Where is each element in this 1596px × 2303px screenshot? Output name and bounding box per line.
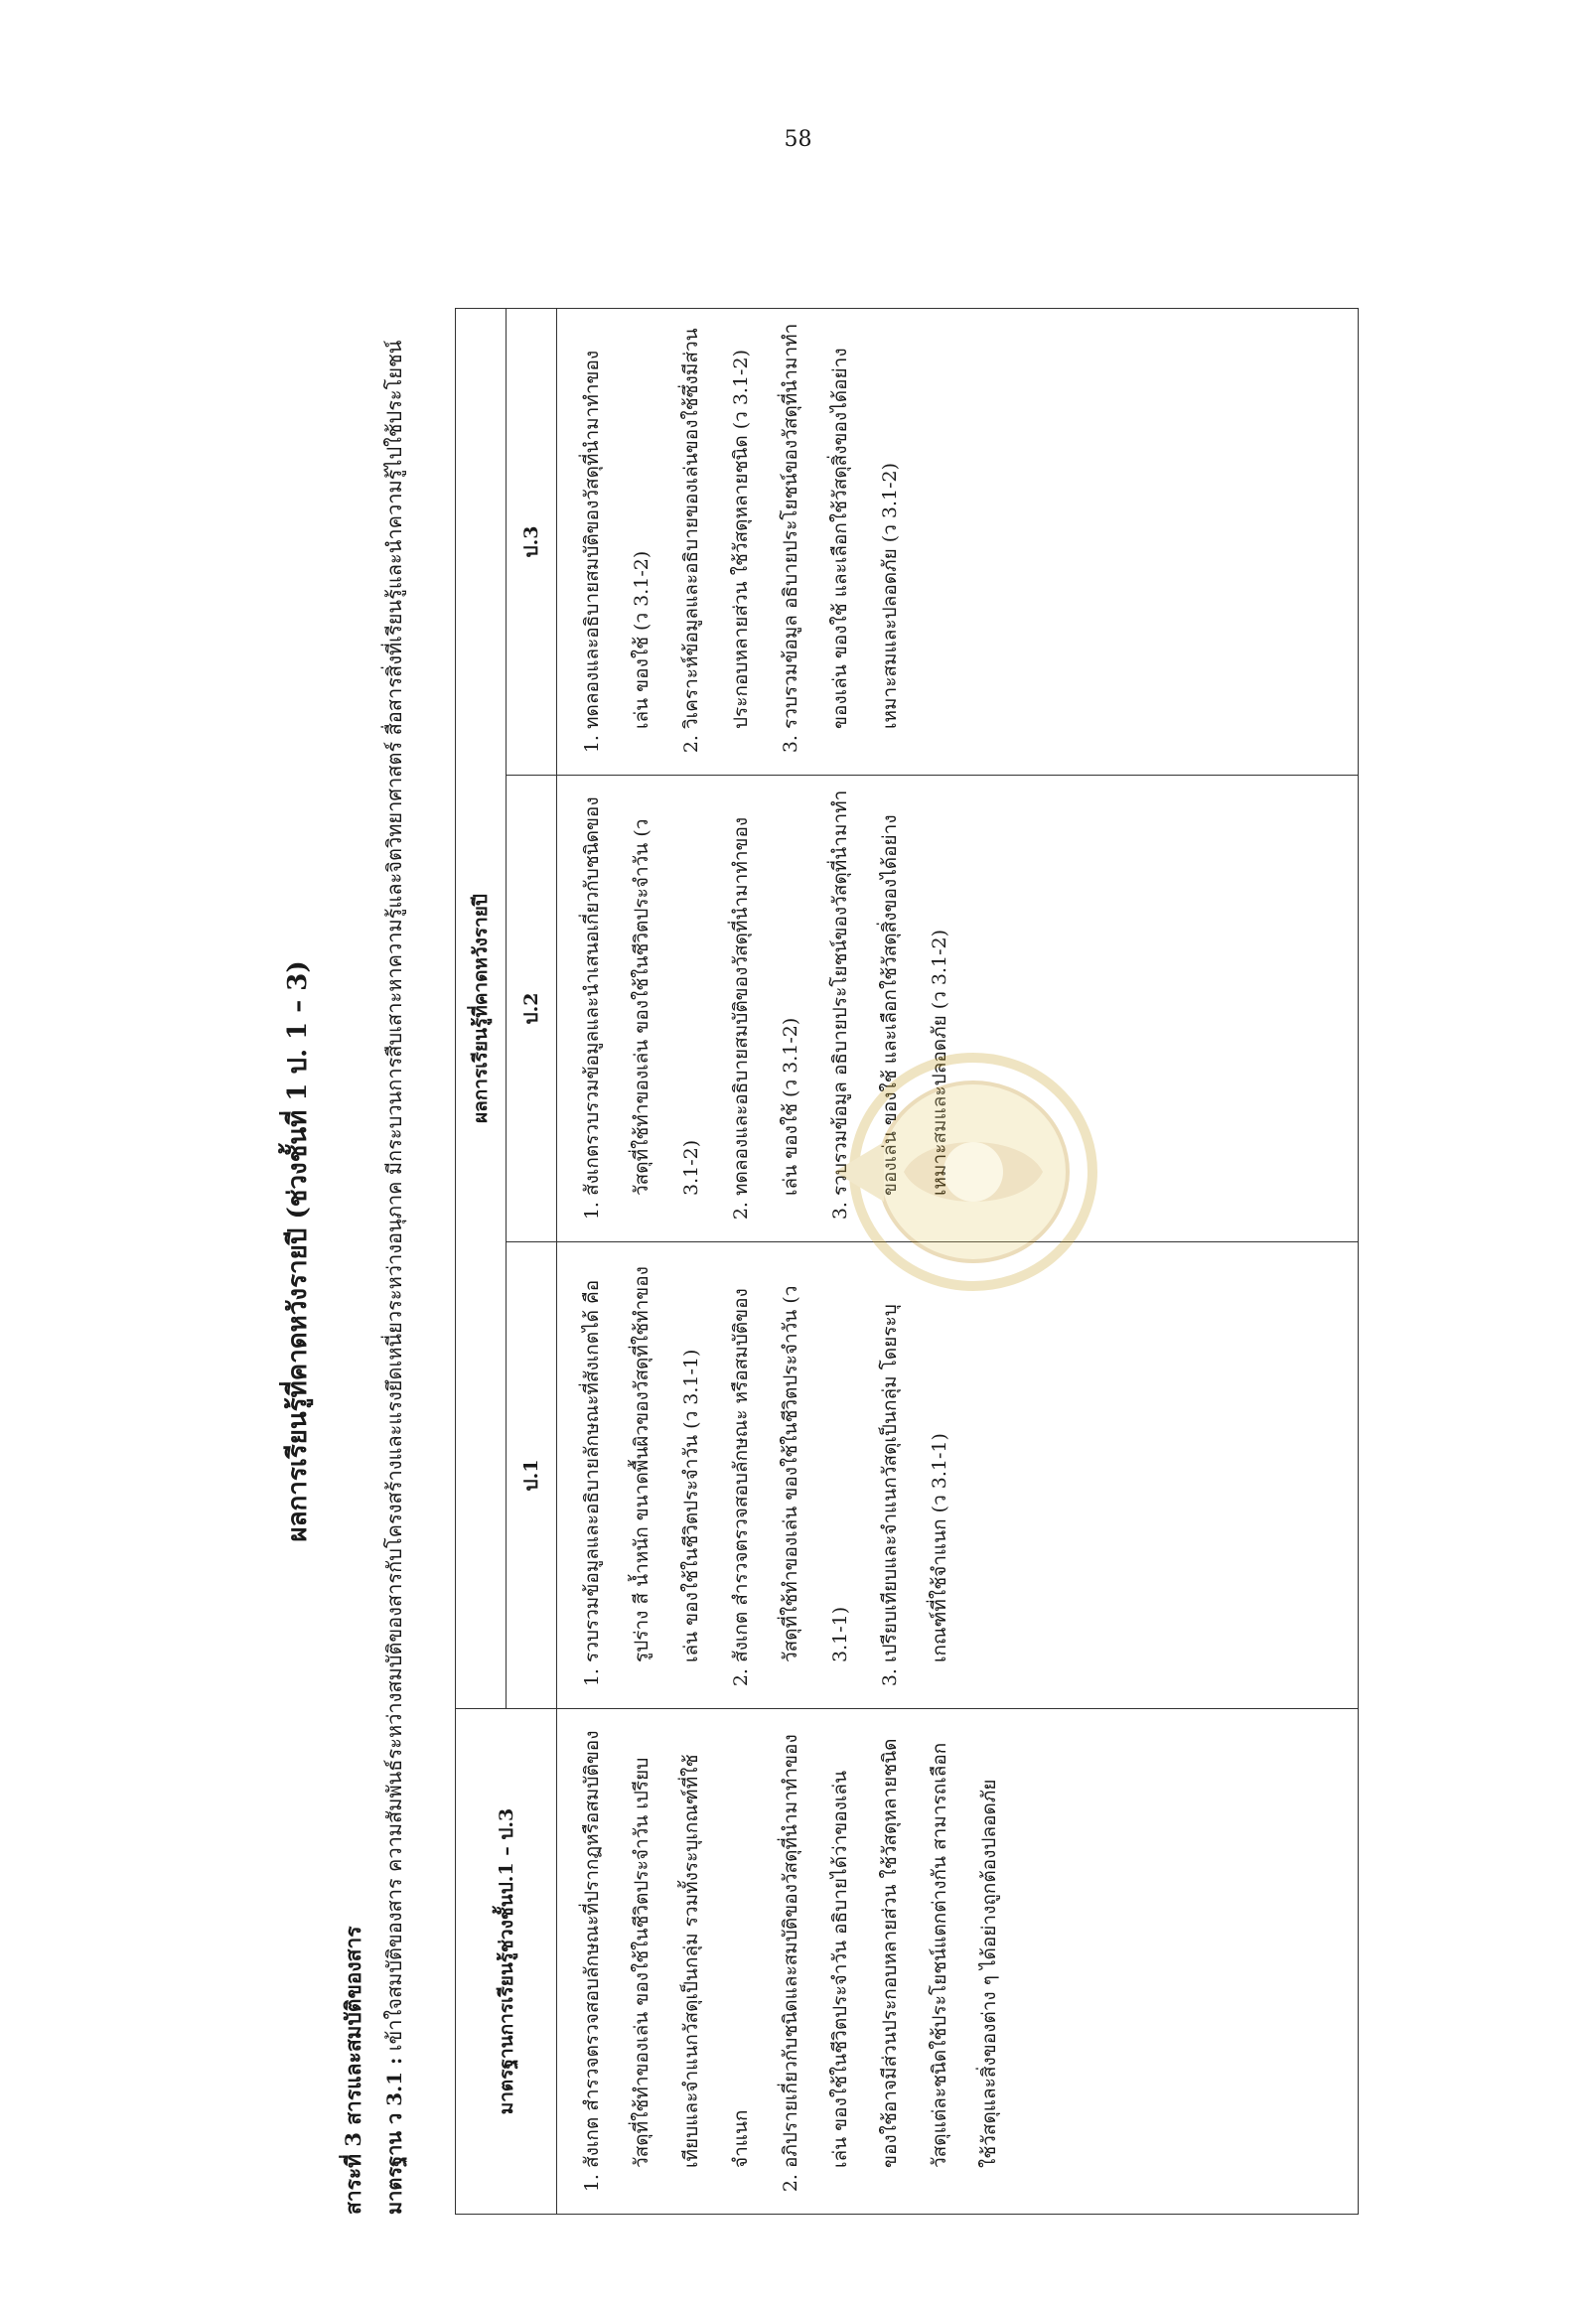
standards-cell xyxy=(557,1709,1359,2215)
grade-header-p3: ป.3 xyxy=(507,309,557,776)
p3-cell xyxy=(557,309,1359,776)
list-item: 1. รวบรวมข้อมูลและอธิบายลักษณะที่สังเกตได้ คือ รูปร่าง สี น้ำหนัก ขนาดพื้นผิวของวัสดุที่ใช้ทำของเล่น ของใช้ในชีวิตประจำวัน (ว 3.1-1) xyxy=(567,1256,716,1662)
list-item: 2. อภิปรายเกี่ยวกับชนิดและสมบัติของวัสดุที่นำมาทำของเล่น ของใช้ในชีวิตประจำวัน อธิบายได้ว่าของเล่น ของใช้อาจมีส่วนประกอบหลายส่วน ใช้วัสดุหลายชนิด วัสดุแต่ละชนิดใช้ประโยชน์แตกต่างกัน สามารถเลือกใช้วัสดุและสิ่งของต่าง ๆ ได้อย่างถูกต้องปลอดภัย xyxy=(766,1723,1014,2168)
standard-label: มาตรฐาน ว 3.1 : xyxy=(382,2057,406,2215)
list-item: 2. สังเกต สำรวจตรวจสอบลักษณะ หรือสมบัติของวัสดุที่ใช้ทำของเล่น ของใช้ในชีวิตประจำวัน (ว 3.1-1) xyxy=(716,1256,865,1662)
standard-text: เข้าใจสมบัติของสาร ความสัมพันธ์ระหว่างสมบัติของสารกับโครงสร้างและแรงยึดเหนี่ยวระหว่างอนุภาค มีกระบวนการสืบเสาะหาความรู้และจิตวิทยาศาสตร์ สื่อสารสิ่งที่เรียนรู้และนำความรู้ไปใช้ประโยชน์ xyxy=(382,340,406,2052)
strand-heading: สาระที่ 3 สารและสมบัติของสาร xyxy=(341,1926,365,2215)
rotated-page-content xyxy=(258,248,1390,2254)
page-title: ผลการเรียนรู้ที่คาดหวังรายปี (ช่วงชั้นที่ 1 ป. 1 – 3) xyxy=(283,960,313,1542)
p1-cell xyxy=(557,1242,1359,1709)
grade-header-p1: ป.1 xyxy=(507,1242,557,1709)
standard-statement xyxy=(375,328,413,2215)
list-item: 3. รวบรวมข้อมูล อธิบายประโยชน์ของวัสดุที่นำมาทำของเล่น ของใช้ และเลือกใช้วัสดุสิ่งของได้อย่างเหมาะสมและปลอดภัย (ว 3.1-2) xyxy=(766,323,915,729)
seal-watermark-icon xyxy=(814,1043,1112,1301)
group-header: ผลการเรียนรู้ที่คาดหวังรายปี xyxy=(456,309,507,1709)
list-item: 3. รวบรวมข้อมูล อธิบายประโยชน์ของวัสดุที่นำมาทำของเล่น ของใช้ และเลือกใช้วัสดุสิ่งของได้อย่างเหมาะสมและปลอดภัย (ว 3.1-2) xyxy=(815,790,964,1196)
list-item: 3. เปรียบเทียบและจำแนกวัสดุเป็นกลุ่ม โดยระบุเกณฑ์ที่ใช้จำแนก (ว 3.1-1) xyxy=(865,1256,964,1662)
col-standard-header: มาตรฐานการเรียนรู้ช่วงชั้นป.1 – ป.3 xyxy=(456,1709,557,2215)
list-item: 2. วิเคราะห์ข้อมูลและอธิบายของเล่นของใช้ซึ่งมีส่วนประกอบหลายส่วน ใช้วัสดุหลายชนิด (ว 3.1-2) xyxy=(666,323,766,729)
page-number: 58 xyxy=(784,127,812,152)
list-item: 1. ทดลองและอธิบายสมบัติของวัสดุที่นำมาทำของเล่น ของใช้ (ว 3.1-2) xyxy=(567,323,666,729)
list-item: 2. ทดลองและอธิบายสมบัติของวัสดุที่นำมาทำของเล่น ของใช้ (ว 3.1-2) xyxy=(716,790,815,1196)
list-item: 1. สังเกต สำรวจตรวจสอบลักษณะที่ปรากฏหรือสมบัติของวัสดุที่ใช้ทำของเล่น ของใช้ในชีวิตประจำวัน เปรียบเทียบและจำแนกวัสดุเป็นกลุ่ม รวมทั้งระบุเกณฑ์ที่ใช้จำแนก xyxy=(567,1723,766,2168)
grade-header-p2: ป.2 xyxy=(507,776,557,1242)
list-item: 1. สังเกตรวบรวมข้อมูลและนำเสนอเกี่ยวกับชนิดของวัสดุที่ใช้ทำของเล่น ของใช้ในชีวิตประจำวัน (ว 3.1-2) xyxy=(567,790,716,1196)
